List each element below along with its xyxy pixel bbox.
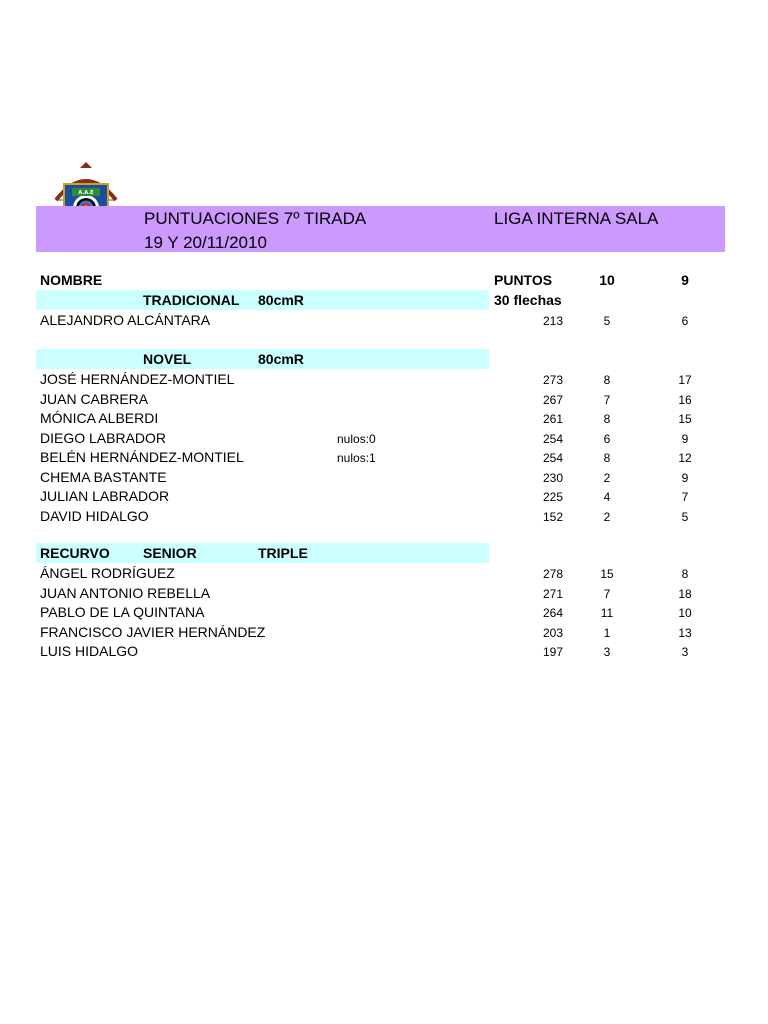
- tens-count: 2: [603, 510, 611, 524]
- tens-count: 4: [603, 490, 611, 504]
- arrows-note: 30 flechas: [494, 292, 562, 308]
- archer-name: PABLO DE LA QUINTANA: [40, 604, 205, 620]
- category-division: SENIOR: [143, 545, 197, 561]
- nines-count: 17: [678, 373, 692, 387]
- points-value: 261: [542, 412, 563, 426]
- tens-count: 3: [603, 645, 611, 659]
- nines-count: 18: [678, 587, 692, 601]
- archer-name: LUIS HIDALGO: [40, 643, 139, 659]
- tens-count: 8: [603, 412, 611, 426]
- archer-name: ALEJANDRO ALCÁNTARA: [40, 312, 211, 328]
- tens-count: 2: [603, 471, 611, 485]
- nines-count: 15: [678, 412, 692, 426]
- tens-count: 11: [600, 606, 614, 620]
- league-name: LIGA INTERNA SALA: [494, 209, 659, 228]
- svg-text:A.A.E: A.A.E: [78, 190, 94, 196]
- archer-name: JUAN CABRERA: [40, 391, 149, 407]
- archer-name: DAVID HIDALGO: [40, 508, 149, 524]
- nines-count: 8: [681, 567, 689, 581]
- points-value: 264: [542, 606, 563, 620]
- tens-count: 15: [600, 567, 614, 581]
- points-value: 254: [542, 451, 563, 465]
- column-header-points: PUNTOS: [494, 272, 553, 288]
- event-dates: 19 Y 20/11/2010: [144, 233, 267, 252]
- nines-count: 3: [681, 645, 689, 659]
- points-value: 197: [542, 645, 563, 659]
- category-label: TRADICIONAL: [143, 292, 240, 308]
- points-value: 254: [542, 432, 563, 446]
- points-value: 203: [542, 626, 563, 640]
- archer-name: JUAN ANTONIO REBELLA: [40, 585, 211, 601]
- points-value: 278: [542, 567, 563, 581]
- archer-name: JOSÉ HERNÁNDEZ-MONTIEL: [40, 371, 235, 387]
- points-value: 273: [542, 373, 563, 387]
- category-target: TRIPLE: [258, 545, 308, 561]
- archer-name: CHEMA BASTANTE: [40, 469, 167, 485]
- archer-name: FRANCISCO JAVIER HERNÁNDEZ: [40, 624, 266, 640]
- archer-name: JULIAN LABRADOR: [40, 488, 170, 504]
- points-value: 230: [542, 471, 563, 485]
- points-value: 271: [542, 587, 563, 601]
- tens-count: 7: [603, 587, 611, 601]
- nines-count: 7: [681, 490, 689, 504]
- tens-count: 8: [603, 451, 611, 465]
- column-header-tens: 10: [599, 272, 615, 288]
- archer-name: ÁNGEL RODRÍGUEZ: [40, 565, 175, 581]
- category-label: NOVEL: [143, 351, 192, 367]
- column-header-nines: 9: [681, 272, 689, 288]
- points-value: 267: [542, 393, 563, 407]
- nines-count: 16: [678, 393, 692, 407]
- archer-name: MÓNICA ALBERDI: [40, 410, 159, 426]
- nines-count: 13: [678, 626, 692, 640]
- nines-count: 10: [678, 606, 692, 620]
- archer-name: DIEGO LABRADOR: [40, 430, 167, 446]
- category-label: RECURVO: [40, 545, 110, 561]
- tens-count: 6: [603, 432, 611, 446]
- archer-name: BELÉN HERNÁNDEZ-MONTIEL: [40, 449, 244, 465]
- nines-count: 6: [681, 314, 689, 328]
- nulls-note: nulos:1: [337, 451, 376, 465]
- page-title: PUNTUACIONES 7º TIRADA: [144, 209, 367, 228]
- points-value: 225: [542, 490, 563, 504]
- points-value: 213: [542, 314, 563, 328]
- column-header-name: NOMBRE: [40, 272, 103, 288]
- nulls-note: nulos:0: [337, 432, 376, 446]
- category-target: 80cmR: [258, 351, 304, 367]
- nines-count: 9: [681, 471, 689, 485]
- tens-count: 7: [603, 393, 611, 407]
- category-target: 80cmR: [258, 292, 304, 308]
- nines-count: 5: [681, 510, 689, 524]
- tens-count: 5: [603, 314, 611, 328]
- nines-count: 9: [681, 432, 689, 446]
- tens-count: 1: [603, 626, 611, 640]
- nines-count: 12: [678, 451, 692, 465]
- tens-count: 8: [603, 373, 611, 387]
- points-value: 152: [542, 510, 563, 524]
